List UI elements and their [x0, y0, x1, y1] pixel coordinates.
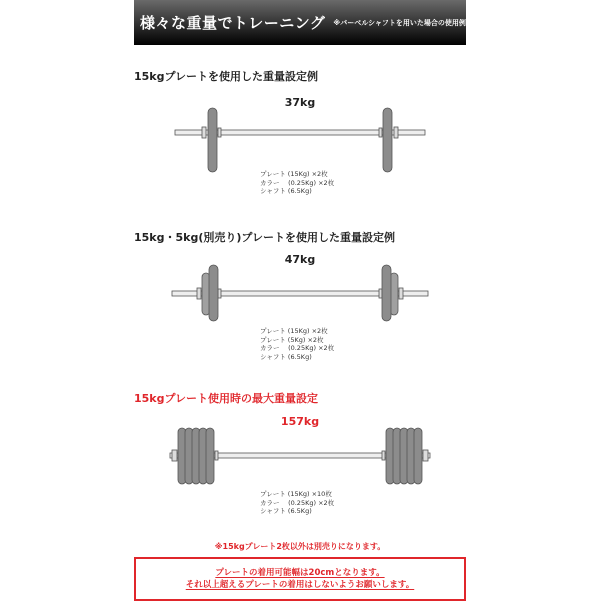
- spec-row: プレート (15Kg) ×10枚: [260, 490, 332, 498]
- section-1-weight: 37kg: [284, 96, 316, 109]
- spec-row: プレート (5Kg) ×2枚: [260, 335, 324, 344]
- spec-row: プレート (15Kg) ×2枚: [260, 327, 328, 335]
- spec-row: カラー (0.25Kg) ×2枚: [260, 344, 335, 352]
- section-2-weight: 47kg: [284, 253, 316, 266]
- barbell-47kg-illustration: [0, 260, 600, 330]
- spec-row: プレート (15Kg) ×2枚: [260, 170, 328, 178]
- notice-box: [134, 557, 466, 601]
- header-note: ※バーベルシャフトを用いた場合の使用例: [333, 18, 466, 27]
- footnote: ※15kgプレート2枚以外は別売りになります。: [214, 542, 386, 551]
- spec-row: カラー (0.25Kg) ×2枚: [260, 498, 335, 507]
- section-2-specs: [260, 327, 334, 361]
- spec-row: シャフト (6.5Kg): [260, 507, 312, 515]
- section-2-title: 15kg・5kg(別売り)プレートを使用した重量設定例: [134, 231, 395, 244]
- barbell-157kg-illustration: [0, 425, 600, 490]
- notice-line-1: プレートの着用可能幅は20cmとなります。: [215, 568, 385, 578]
- section-1-specs: [260, 170, 334, 196]
- spec-row: シャフト (6.5Kg): [260, 187, 312, 195]
- spec-row: シャフト (6.5Kg): [260, 352, 312, 361]
- header-banner: [134, 0, 466, 45]
- notice-line-2: それ以上超えるプレートの着用はしないようお願いします。: [185, 580, 415, 590]
- section-3-weight: 157kg: [280, 415, 320, 428]
- barbell-37kg-illustration: [0, 100, 600, 180]
- section-1-title: 15kgプレートを使用した重量設定例: [134, 70, 319, 83]
- section-3-specs: [260, 490, 334, 516]
- spec-row: カラー (0.25Kg) ×2枚: [260, 178, 335, 187]
- header-title: 様々な重量でトレーニング: [140, 14, 326, 32]
- section-3-title: 15kgプレート使用時の最大重量設定: [134, 392, 319, 405]
